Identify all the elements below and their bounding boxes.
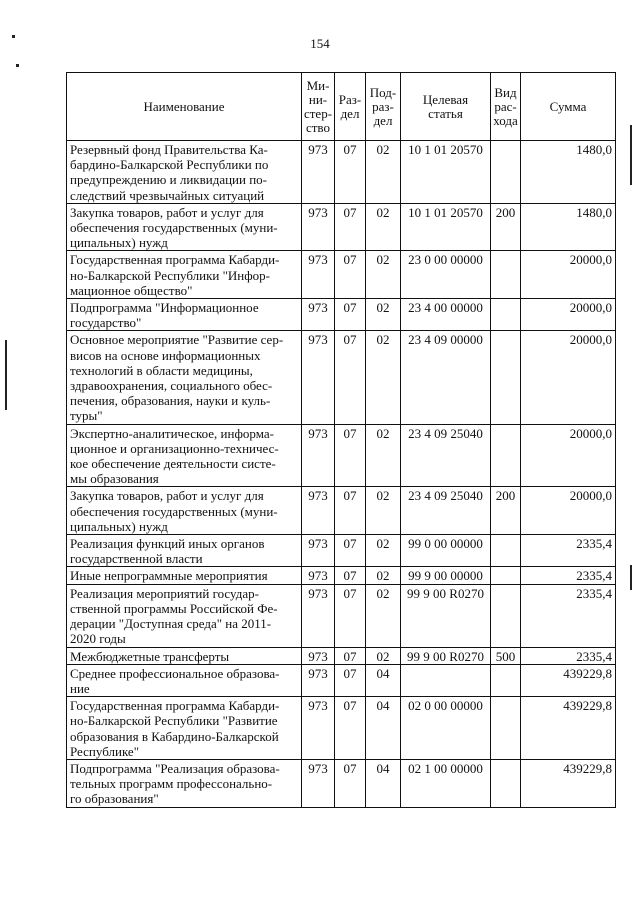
row-name: Подпрограмма "Информационное государство" (67, 299, 302, 331)
row-expense-type: 200 (491, 203, 521, 251)
row-amount: 2335,4 (521, 535, 616, 567)
row-name: Государственная программа Кабарди- но-Балкарской Республики "Развитие образования в Кабардино-Балкарской Республике" (67, 697, 302, 760)
row-target: 02 1 00 00000 (401, 759, 491, 807)
row-section: 07 (335, 203, 366, 251)
table-row (67, 759, 616, 807)
row-name: Подпрограмма "Реализация образова- тельных программ профессонально- го образования" (67, 759, 302, 807)
row-target: 99 9 00 R0270 (401, 647, 491, 664)
row-expense-type: 500 (491, 647, 521, 664)
table-row (67, 487, 616, 535)
budget-table (66, 72, 616, 808)
row-name: Межбюджетные трансферты (67, 647, 302, 664)
row-name: Основное мероприятие "Развитие сер- висов на основе информационных технологий в области медицины, здравоохранения, социального обес- печения, образования, науки и куль- туры" (67, 331, 302, 424)
row-target: 99 9 00 R0270 (401, 584, 491, 647)
row-section: 07 (335, 331, 366, 424)
header-name: Наименование (67, 73, 302, 141)
row-subsection: 02 (366, 535, 401, 567)
row-amount: 439229,8 (521, 759, 616, 807)
row-name: Экспертно-аналитическое, информа- ционное и организационно-техничес- кое обеспечение деятельности систе- мы образования (67, 424, 302, 487)
row-ministry: 973 (302, 535, 335, 567)
row-subsection: 02 (366, 567, 401, 584)
row-expense-type (491, 331, 521, 424)
row-amount: 20000,0 (521, 487, 616, 535)
table-row (67, 697, 616, 760)
scan-mark (12, 35, 15, 38)
row-amount: 20000,0 (521, 299, 616, 331)
row-expense-type: 200 (491, 487, 521, 535)
row-subsection: 02 (366, 647, 401, 664)
row-name: Реализация мероприятий государ- ственной программы Российской Фе- дерации "Доступная среда" на 2011- 2020 годы (67, 584, 302, 647)
row-subsection: 02 (366, 424, 401, 487)
scan-mark (630, 565, 632, 590)
row-expense-type (491, 584, 521, 647)
row-amount: 1480,0 (521, 203, 616, 251)
row-section: 07 (335, 535, 366, 567)
row-ministry: 973 (302, 141, 335, 204)
row-subsection: 02 (366, 299, 401, 331)
row-section: 07 (335, 584, 366, 647)
row-subsection: 04 (366, 697, 401, 760)
row-expense-type (491, 567, 521, 584)
row-expense-type (491, 141, 521, 204)
row-target: 23 4 09 00000 (401, 331, 491, 424)
table-row (67, 535, 616, 567)
row-ministry: 973 (302, 424, 335, 487)
row-expense-type (491, 251, 521, 299)
row-section: 07 (335, 647, 366, 664)
table-header-row (67, 73, 616, 141)
row-subsection: 02 (366, 487, 401, 535)
row-ministry: 973 (302, 664, 335, 696)
row-target: 23 4 09 25040 (401, 424, 491, 487)
row-amount: 20000,0 (521, 424, 616, 487)
row-name: Закупка товаров, работ и услуг для обеспечения государственных (муни- ципальных) нужд (67, 487, 302, 535)
table-row (67, 664, 616, 696)
row-amount: 439229,8 (521, 697, 616, 760)
row-target: 99 0 00 00000 (401, 535, 491, 567)
table-row (67, 424, 616, 487)
row-section: 07 (335, 664, 366, 696)
row-amount: 2335,4 (521, 647, 616, 664)
row-ministry: 973 (302, 331, 335, 424)
header-expense-type: Вид рас- хода (491, 73, 521, 141)
row-name: Реализация функций иных органов государственной власти (67, 535, 302, 567)
row-expense-type (491, 697, 521, 760)
row-amount: 1480,0 (521, 141, 616, 204)
row-ministry: 973 (302, 203, 335, 251)
row-name: Среднее профессиональное образова- ние (67, 664, 302, 696)
row-subsection: 02 (366, 584, 401, 647)
row-ministry: 973 (302, 584, 335, 647)
header-target: Целевая статья (401, 73, 491, 141)
row-subsection: 02 (366, 331, 401, 424)
row-subsection: 02 (366, 141, 401, 204)
row-expense-type (491, 664, 521, 696)
row-expense-type (491, 759, 521, 807)
row-target: 10 1 01 20570 (401, 203, 491, 251)
row-amount: 2335,4 (521, 584, 616, 647)
table-row (67, 299, 616, 331)
row-section: 07 (335, 567, 366, 584)
row-expense-type (491, 299, 521, 331)
table-row (67, 251, 616, 299)
row-expense-type (491, 535, 521, 567)
row-target (401, 664, 491, 696)
row-amount: 20000,0 (521, 251, 616, 299)
row-section: 07 (335, 251, 366, 299)
row-section: 07 (335, 759, 366, 807)
row-target: 10 1 01 20570 (401, 141, 491, 204)
row-ministry: 973 (302, 487, 335, 535)
row-section: 07 (335, 697, 366, 760)
header-ministry: Ми- ни- стер- ство (302, 73, 335, 141)
row-subsection: 02 (366, 251, 401, 299)
row-target: 23 0 00 00000 (401, 251, 491, 299)
row-ministry: 973 (302, 759, 335, 807)
row-target: 99 9 00 00000 (401, 567, 491, 584)
row-section: 07 (335, 299, 366, 331)
page-number: 154 (310, 36, 330, 51)
scan-mark (16, 64, 19, 67)
header-subsection: Под- раз- дел (366, 73, 401, 141)
header-amount: Сумма (521, 73, 616, 141)
row-name: Иные непрограммные мероприятия (67, 567, 302, 584)
row-ministry: 973 (302, 299, 335, 331)
row-name: Государственная программа Кабарди- но-Балкарской Республики "Инфор- мационное общество" (67, 251, 302, 299)
scan-mark (5, 340, 7, 410)
table-row (67, 584, 616, 647)
row-target: 23 4 09 25040 (401, 487, 491, 535)
scan-mark (630, 125, 632, 185)
row-section: 07 (335, 141, 366, 204)
table-row (67, 331, 616, 424)
row-amount: 439229,8 (521, 664, 616, 696)
table-row (67, 203, 616, 251)
table-row (67, 141, 616, 204)
row-ministry: 973 (302, 697, 335, 760)
row-amount: 2335,4 (521, 567, 616, 584)
row-ministry: 973 (302, 647, 335, 664)
table-row (67, 567, 616, 584)
row-ministry: 973 (302, 251, 335, 299)
row-ministry: 973 (302, 567, 335, 584)
row-subsection: 04 (366, 664, 401, 696)
row-name: Закупка товаров, работ и услуг для обеспечения государственных (муни- ципальных) нужд (67, 203, 302, 251)
row-section: 07 (335, 424, 366, 487)
row-name: Резервный фонд Правительства Ка- бардино-Балкарской Республики по предупреждению и ликвидации по- следствий чрезвычайных ситуаций (67, 141, 302, 204)
table-row (67, 647, 616, 664)
row-amount: 20000,0 (521, 331, 616, 424)
header-section: Раз- дел (335, 73, 366, 141)
row-target: 23 4 00 00000 (401, 299, 491, 331)
row-subsection: 02 (366, 203, 401, 251)
row-target: 02 0 00 00000 (401, 697, 491, 760)
row-section: 07 (335, 487, 366, 535)
row-expense-type (491, 424, 521, 487)
row-subsection: 04 (366, 759, 401, 807)
